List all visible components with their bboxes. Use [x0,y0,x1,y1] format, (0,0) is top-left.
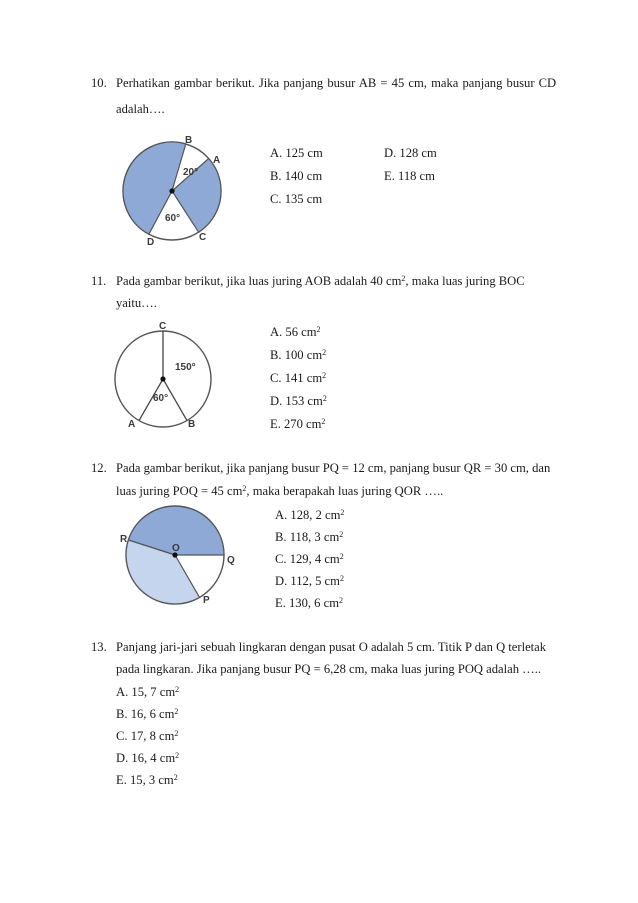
q13-option-b: B. 16, 6 $cm^2$ [116,707,179,721]
q11-angle-aob: 60° [153,393,169,404]
q12-label-r: R [120,534,128,545]
q11-circle-figure [110,320,220,430]
q13-option-d: D. 16, 4 $cm^2$ [116,751,180,765]
q10-angle-cod: 60° [165,213,181,224]
q12-option-d: D. 112, 5 $cm^2$ [275,574,344,588]
q12-option-a: A. 128, 2 $cm^2$ [275,508,345,522]
q12-text-line1: Pada gambar berikut, jika panjang busur PQ = 12 cm, panjang busur QR = 30 cm, dan [116,461,551,475]
q10-label-a: A [213,155,221,166]
q13-text-line2: pada lingkaran. Jika panjang busur PQ = 6,28 cm, maka luas juring POQ adalah ….. [116,662,542,676]
q10-label-c: C [199,232,207,243]
q10-text-line2: adalah…. [116,102,165,116]
q11-option-d: D. 153 $cm^2$ [270,394,327,408]
q10-option-b: B. 140 cm [270,169,323,183]
q10-option-e: E. 118 cm [384,169,435,183]
q12-label-q: Q [227,555,235,566]
q12-text-line2: luas juring POQ = 45 $cm^2$, maka berapakah luas juring QOR ….. [116,484,444,498]
q13-option-e: E. 15, 3 $cm^2$ [116,773,178,787]
q11-option-a: A. 56 $cm^2$ [270,325,321,339]
q11-option-c: C. 141 $cm^2$ [270,371,327,385]
q10-number: 10. [91,76,107,90]
q10-option-d: D. 128 cm [384,146,437,160]
q12-number: 12. [91,461,107,475]
q12-option-e: E. 130, 6 $cm^2$ [275,596,344,610]
q10-text-line1: Perhatikan gambar berikut. Jika panjang busur AB = 45 cm, maka panjang busur CD [116,76,557,90]
q10-option-c: C. 135 cm [270,192,323,206]
q11-label-b: B [188,419,196,430]
q12-label-o: O [172,543,180,554]
q11-text-line2: yaitu…. [116,296,157,310]
q13-number: 13. [91,640,107,654]
q11-label-a: A [128,419,136,430]
q12-circle-figure [118,502,238,612]
q13-text-line1: Panjang jari-jari sebuah lingkaran dengan pusat O adalah 5 cm. Titik P dan Q terletak [116,640,547,654]
q11-center-point [160,376,165,381]
q10-angle-aob: 20° [183,167,199,178]
q11-option-e: E. 270 $cm^2$ [270,417,326,431]
q11-number: 11. [91,274,107,288]
q12-label-p: P [203,595,210,606]
q11-angle-boc: 150° [175,362,196,373]
q12-option-c: C. 129, 4 $cm^2$ [275,552,344,566]
q10-circle-figure [115,135,225,248]
q11-label-c: C [159,321,167,332]
q13-option-a: A. 15, 7 $cm^2$ [116,685,180,699]
q11-option-b: B. 100 $cm^2$ [270,348,327,362]
q10-label-b: B [185,135,193,146]
q13-option-c: C. 17, 8 $cm^2$ [116,729,179,743]
q10-label-d: D [147,237,155,248]
q11-text-line1: Pada gambar berikut, jika luas juring AOB adalah 40 $cm^2$, maka luas juring BOC [116,274,525,288]
q10-option-a: A. 125 cm [270,146,323,160]
q12-option-b: B. 118, 3 $cm^2$ [275,530,344,544]
q10-center-point [169,188,174,193]
